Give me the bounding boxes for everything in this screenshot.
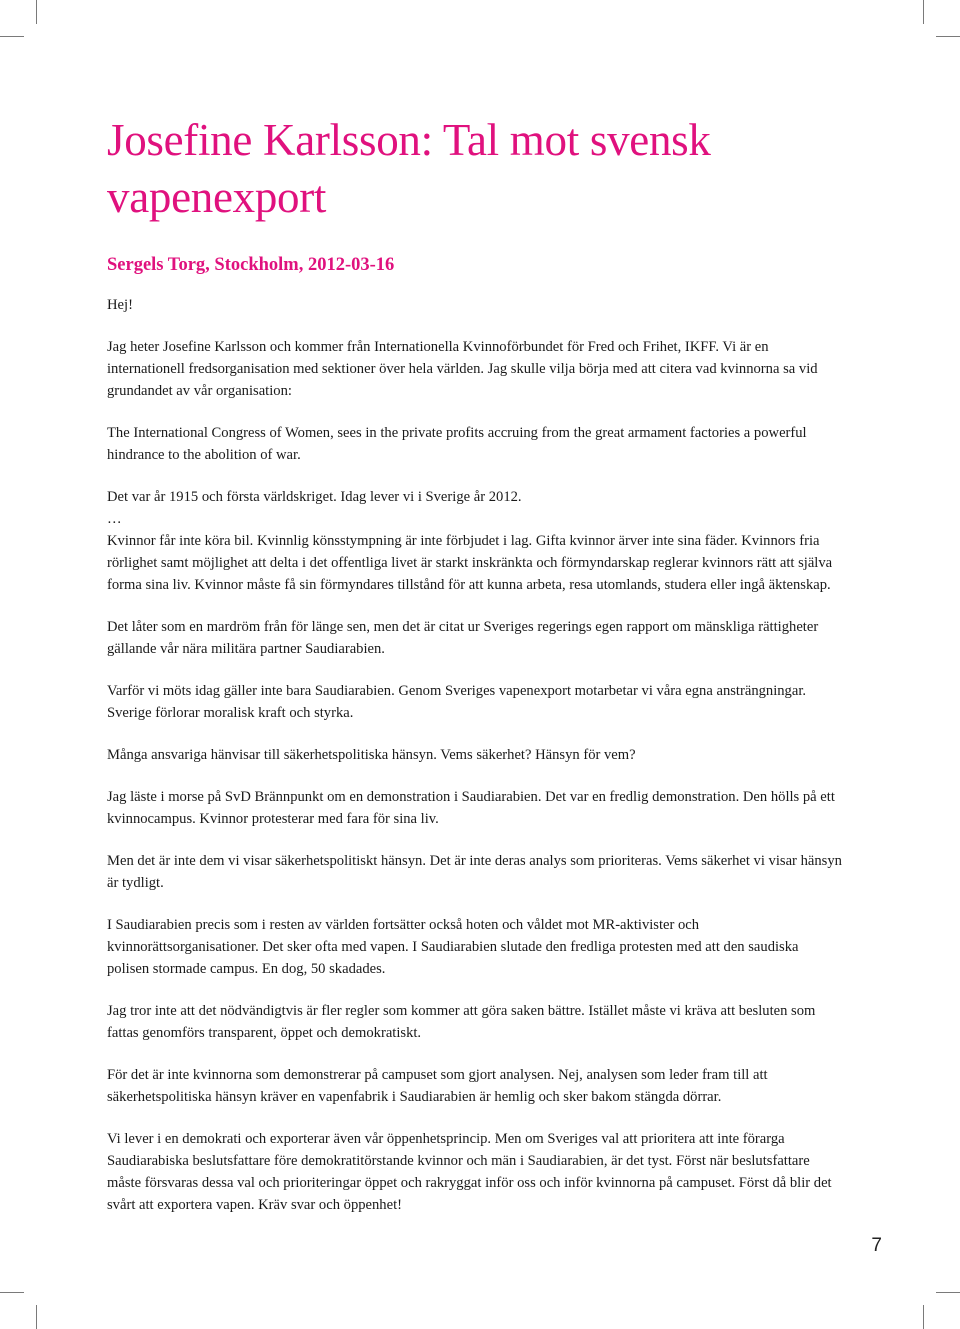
paragraph-nightmare: Det låter som en mardröm från för länge sen, men det är citat ur Sveriges regerings egen rapport om mänskliga rättigheter gällande vår nära militära partner Saudiarabien. <box>107 619 819 657</box>
paragraph-transparency: Jag tror inte att det nödvändigtvis är fler regler som kommer att göra saken bättre. Istället måste vi kräva att besluten som fattas genomförs transparent, öppet och demokratiskt. <box>107 1003 816 1041</box>
paragraph-democracy: Vi lever i en demokrati och exporterar även vår öppenhetsprincip. Men om Sveriges val att prioritera att inte förarga Saudiarabiska beslutsfattare före demokratitörstande kvinnor och män i Saudiarabien, är det tyst. Först när beslutsfattare måste försvaras dessa val och prioriteringar öppet och rakryggat inför oss och inför kvinnorna på campuset. Först då blir det svårt att exportera vapen. Kräv svar och öppenhet! <box>107 1131 832 1213</box>
paragraph-quote: The International Congress of Women, sees in the private profits accruing from the great armament factories a powerful hindrance to the abolition of war. <box>107 425 807 463</box>
paragraph-year: Det var år 1915 och första världskriget. Idag lever vi i Sverige år 2012. <box>107 489 522 505</box>
paragraph-analysis: För det är inte kvinnorna som demonstrerar på campuset som gjort analysen. Nej, analysen som leder fram till att säkerhetspolitiska hänsyn kräver en vapenfabrik i Saudiarabien är hemlig och sker bakom stängda dörrar. <box>107 1067 768 1105</box>
crop-mark-bottom-left-h <box>0 1292 24 1293</box>
paragraph-security: Många ansvariga hänvisar till säkerhetspolitiska hänsyn. Vems säkerhet? Hänsyn för vem? <box>107 747 636 763</box>
crop-mark-bottom-right <box>923 1305 924 1329</box>
crop-mark-bottom-left <box>36 1305 37 1329</box>
paragraph-ellipsis: … <box>107 511 122 527</box>
paragraph-threats: I Saudiarabien precis som i resten av världen fortsätter också hoten och våldet mot MR-aktivister och kvinnorättsorganisationer. Det sker ofta med vapen. I Saudiarabien slutade den fredliga protesten med att den saudiska polisen stormade campus. En dog, 50 skadades. <box>107 917 799 977</box>
page-subtitle: Sergels Torg, Stockholm, 2012-03-16 <box>107 255 395 275</box>
crop-mark-top-left-h <box>0 36 24 37</box>
crop-mark-top-right <box>923 0 924 24</box>
paragraph-consideration: Men det är inte dem vi visar säkerhetspolitiskt hänsyn. Det är inte deras analys som prioriteras. Vems säkerhet vi visar hänsyn är tydligt. <box>107 853 842 891</box>
paragraph-demonstration: Jag läste i morse på SvD Brännpunkt om en demonstration i Saudiarabien. Det var en fredlig demonstration. Den hölls på ett kvinnocampus. Kvinnor protesterar med fara för sina liv. <box>107 789 835 827</box>
paragraph-introduction: Jag heter Josefine Karlsson och kommer från Internationella Kvinnoförbundet för Fred och Frihet, IKFF. Vi är en internationell fredsorganisation med sektioner över hela världen. Jag skulle vilja börja med att citera vad kvinnorna sa vid grundandet av vår organisation: <box>107 339 818 399</box>
paragraph-greeting: Hej! <box>107 297 133 313</box>
page-number: 7 <box>871 1235 882 1256</box>
crop-mark-top-left <box>36 0 37 24</box>
paragraph-restrictions: Kvinnor får inte köra bil. Kvinnlig könsstympning är inte förbjudet i lag. Gifta kvinnor ärver inte sina fäder. Kvinnors fria rörlighet samt möjlighet att delta i det offentliga livet är starkt inskränkta och förmyndarskap reglerar kvinnors rätt att själva forma sina liv. Kvinnor måste få sin förmyndares tillstånd för att kunna arbeta, resa utomlands, studera eller ingå äktenskap. <box>107 533 833 593</box>
crop-mark-bottom-right-h <box>936 1292 960 1293</box>
speech-body <box>107 294 842 1236</box>
page-title: Josefine Karlsson: Tal mot svensk vapenexport <box>107 115 711 222</box>
crop-mark-top-right-h <box>936 36 960 37</box>
paragraph-why: Varför vi möts idag gäller inte bara Saudiarabien. Genom Sveriges vapenexport motarbetar vi våra egna ansträngningar. Sverige förlorar moralisk kraft och styrka. <box>107 683 807 721</box>
